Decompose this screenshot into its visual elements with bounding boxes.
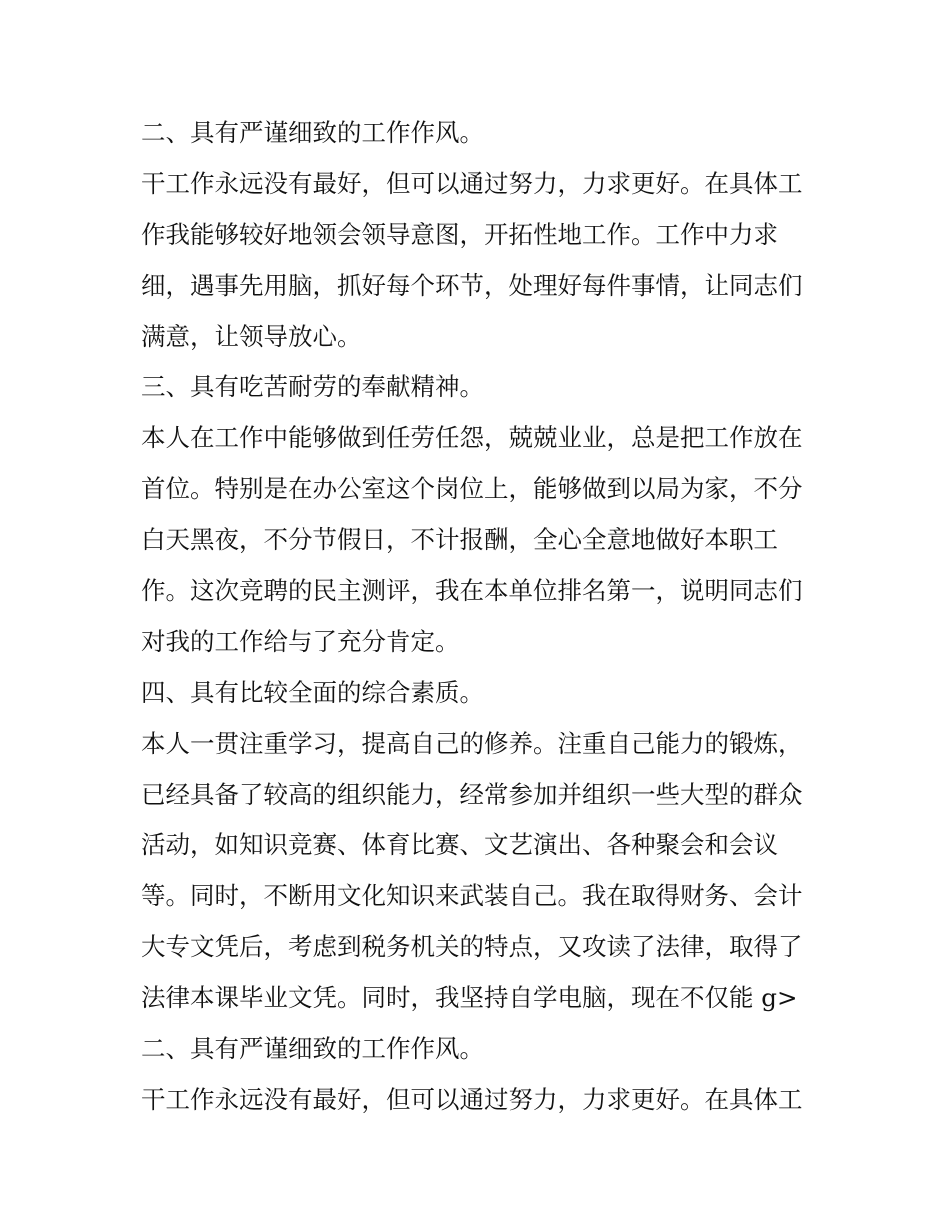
paragraph-line: 对我的工作给与了充分肯定。 <box>141 626 460 656</box>
paragraph-line: 作。这次竞聘的民主测评，我在本单位排名第一，说明同志们 <box>141 576 803 606</box>
document-body <box>141 108 821 1126</box>
paragraph-line: 活动，如知识竞赛、体育比赛、文艺演出、各种聚会和会议 <box>141 830 778 860</box>
paragraph-line: 干工作永远没有最好，但可以通过努力，力求更好。在具体工 <box>141 1084 803 1114</box>
paragraph-line: 干工作永远没有最好，但可以通过努力，力求更好。在具体工 <box>141 168 803 198</box>
paragraph-line: 满意，让领导放心。 <box>141 321 362 351</box>
paragraph-line: 大专文凭后，考虑到税务机关的特点，又攻读了法律，取得了 <box>141 932 803 962</box>
paragraph-line: 本人一贯注重学习，提高自己的修养。注重自己能力的锻炼， <box>141 728 803 758</box>
paragraph-line: 首位。特别是在办公室这个岗位上，能够做到以局为家，不分 <box>141 474 803 504</box>
paragraph-line: 作我能够较好地领会领导意图，开拓性地工作。工作中力求 <box>141 219 778 249</box>
heading-comprehensive-quality: 四、具有比较全面的综合素质。 <box>141 677 484 707</box>
paragraph-line: 本人在工作中能够做到任劳任怨，兢兢业业，总是把工作放在 <box>141 423 803 453</box>
paragraph-line: 细，遇事先用脑，抓好每个环节，处理好每件事情，让同志们 <box>141 270 803 300</box>
heading-work-style-repeat: 二、具有严谨细致的工作作风。 <box>141 1034 484 1064</box>
heading-dedication: 三、具有吃苦耐劳的奉献精神。 <box>141 372 484 402</box>
paragraph-line: 等。同时，不断用文化知识来武装自己。我在取得财务、会计 <box>141 881 803 911</box>
paragraph-line: 法律本课毕业文凭。同时，我坚持自学电脑，现在不仅能 g> <box>141 983 798 1013</box>
heading-work-style: 二、具有严谨细致的工作作风。 <box>141 118 484 147</box>
paragraph-line: 白天黑夜，不分节假日，不计报酬，全心全意地做好本职工 <box>141 525 778 555</box>
paragraph-line: 已经具备了较高的组织能力，经常参加并组织一些大型的群众 <box>141 779 803 809</box>
